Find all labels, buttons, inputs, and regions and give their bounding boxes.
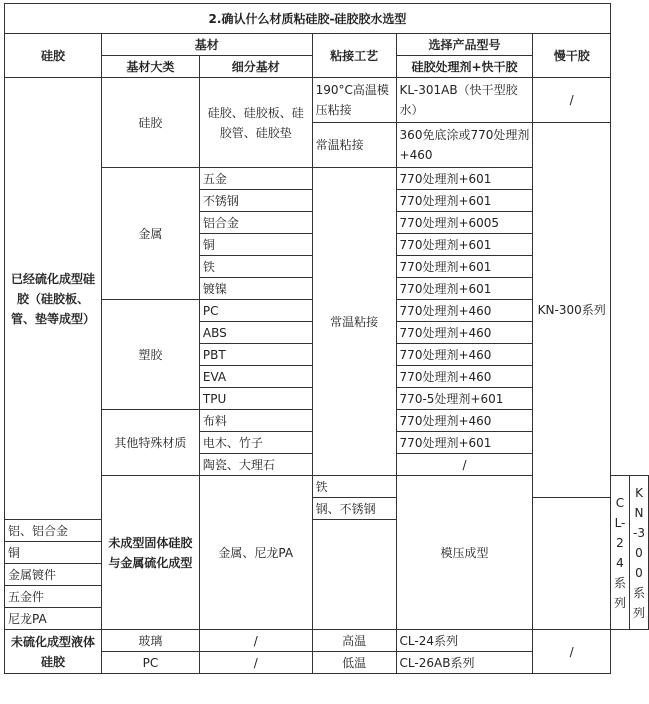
- header-slow-dry: 慢干胶: [533, 34, 611, 78]
- table-row: 770处理剂+601: [396, 432, 533, 454]
- table-title: 2.确认什么材质粘硅胶-硅胶胶水选型: [5, 4, 611, 34]
- table-row: 尼龙PA: [5, 608, 102, 630]
- table-row: 铜: [5, 542, 102, 564]
- table-row: PC: [101, 652, 199, 674]
- adhesive-selection-table: [4, 3, 649, 674]
- detail-silicone: 硅胶、硅胶板、硅胶管、硅胶垫: [199, 78, 312, 168]
- selection-sheet: [4, 3, 649, 674]
- table-row: 铝合金: [199, 212, 312, 234]
- table-row: 770处理剂+601: [396, 190, 533, 212]
- section2-slow-dry: KN-300系列: [630, 476, 649, 630]
- slow-dry-silicone: /: [533, 78, 611, 123]
- table-row: TPU: [199, 388, 312, 410]
- section3-label: 未硫化成型液体硅胶: [5, 630, 102, 674]
- table-row: 电木、竹子: [199, 432, 312, 454]
- table-row: 铁: [312, 476, 396, 498]
- header-substrate: 基材: [101, 34, 312, 56]
- table-row: PC: [199, 300, 312, 322]
- table-row: CL-24系列: [396, 630, 533, 652]
- table-row: 770处理剂+601: [396, 168, 533, 190]
- table-row: 低温: [312, 652, 396, 674]
- category-silicone: 硅胶: [101, 78, 199, 168]
- section2-model: CL-24系列: [610, 476, 629, 630]
- table-row: 770处理剂+601: [396, 234, 533, 256]
- model-360: 360免底涂或770处理剂+460: [396, 123, 533, 168]
- table-row: 770-5处理剂+601: [396, 388, 533, 410]
- table-row: 高温: [312, 630, 396, 652]
- table-row: 不锈钢: [199, 190, 312, 212]
- table-row: 陶瓷、大理石: [199, 454, 312, 476]
- table-row: 770处理剂+601: [396, 278, 533, 300]
- table-row: EVA: [199, 366, 312, 388]
- table-row: /: [396, 454, 533, 476]
- category-metal: 金属: [101, 168, 199, 300]
- table-row: 770处理剂+460: [396, 410, 533, 432]
- process-common: 常温粘接: [312, 168, 396, 476]
- slow-dry-common: KN-300系列: [533, 123, 611, 498]
- process-room-temp: 常温粘接: [312, 123, 396, 168]
- table-row: 玻璃: [101, 630, 199, 652]
- table-row: 770处理剂+460: [396, 322, 533, 344]
- table-row: 铁: [199, 256, 312, 278]
- section2-process: 模压成型: [396, 476, 533, 630]
- table-row: 770处理剂+460: [396, 300, 533, 322]
- category-plastic: 塑胶: [101, 300, 199, 410]
- table-row: 770处理剂+460: [396, 366, 533, 388]
- header-silicone: 硅胶: [5, 34, 102, 78]
- model-kl301ab: KL-301AB（快干型胶水）: [396, 78, 533, 123]
- category-other: 其他特殊材质: [101, 410, 199, 476]
- section2-category: 金属、尼龙PA: [199, 476, 312, 630]
- table-row: 770处理剂+601: [396, 256, 533, 278]
- table-row: 布料: [199, 410, 312, 432]
- table-row: 镀镍: [199, 278, 312, 300]
- table-row: /: [199, 652, 312, 674]
- header-substrate-category: 基材大类: [101, 56, 199, 78]
- table-row: PBT: [199, 344, 312, 366]
- table-row: 铝、铝合金: [5, 520, 102, 542]
- table-row: CL-26AB系列: [396, 652, 533, 674]
- table-row: 770处理剂+460: [396, 344, 533, 366]
- table-row: ABS: [199, 322, 312, 344]
- table-row: 铜: [199, 234, 312, 256]
- section3-slow-dry: /: [533, 630, 611, 674]
- table-row: 五金件: [5, 586, 102, 608]
- header-bonding-process: 粘接工艺: [312, 34, 396, 78]
- table-row: 金属镀件: [5, 564, 102, 586]
- table-row: /: [199, 630, 312, 652]
- table-row: 钢、不锈钢: [312, 498, 396, 520]
- header-select-model: 选择产品型号: [396, 34, 533, 56]
- header-substrate-detail: 细分基材: [199, 56, 312, 78]
- section1-label: 已经硫化成型硅胶（硅胶板、管、垫等成型）: [5, 78, 102, 520]
- section2-label: 未成型固体硅胶与金属硫化成型: [101, 476, 199, 630]
- table-row: 770处理剂+6005: [396, 212, 533, 234]
- table-row: 五金: [199, 168, 312, 190]
- process-high-temp: 190°C高温模压粘接: [312, 78, 396, 123]
- header-model-sub: 硅胶处理剂+快干胶: [396, 56, 533, 78]
